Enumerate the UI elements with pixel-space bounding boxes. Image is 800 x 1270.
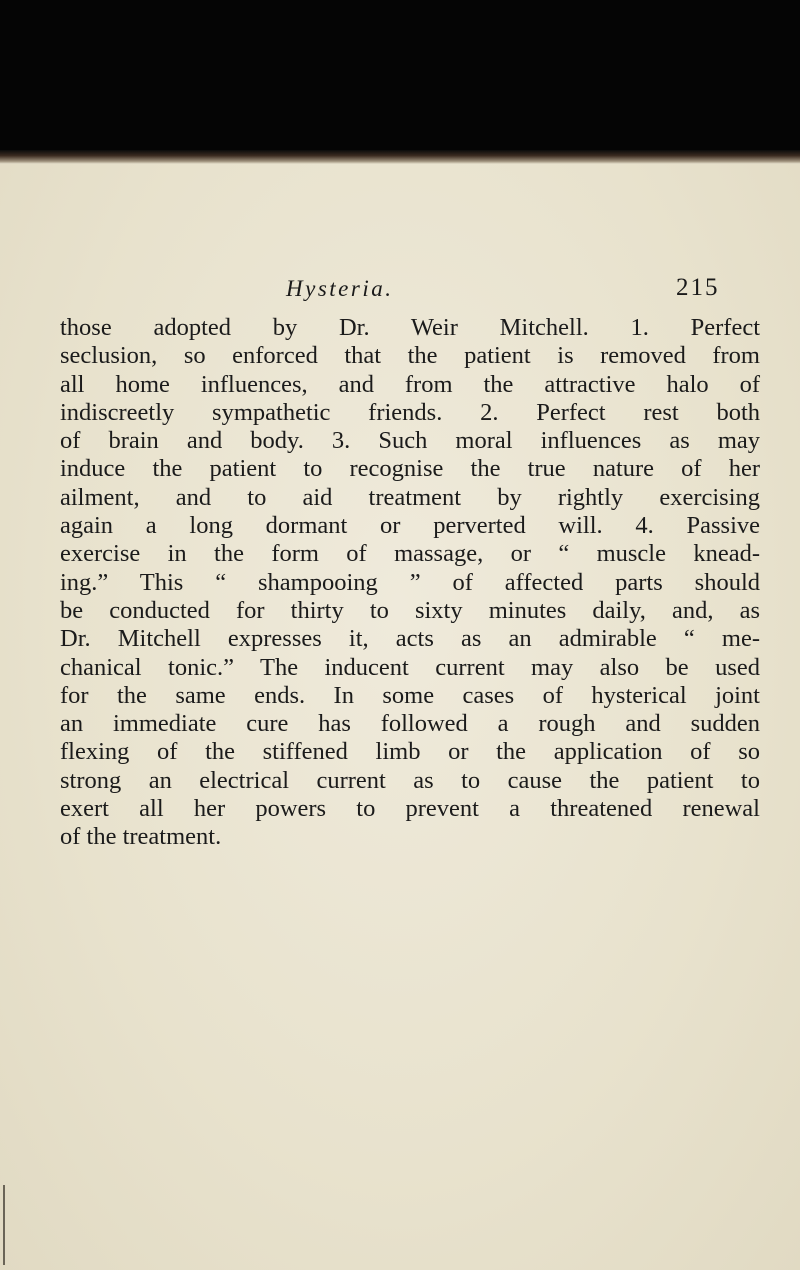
text-line: all home influences, and from the attractive halo of	[60, 370, 760, 398]
text-line: ing.” This “ shampooing ” of affected parts should	[60, 568, 760, 596]
text-line: indiscreetly sympathetic friends. 2. Perfect rest both	[60, 398, 760, 426]
text-line: chanical tonic.” The inducent current may also be used	[60, 653, 760, 681]
page-top-edge	[0, 150, 800, 164]
text-line: exercise in the form of massage, or “ muscle knead-	[60, 540, 760, 568]
text-line: an immediate cure has followed a rough and sudden	[60, 710, 760, 738]
text-line: seclusion, so enforced that the patient is removed from	[60, 342, 760, 370]
dark-background-band	[0, 0, 800, 158]
text-line: be conducted for thirty to sixty minutes daily, and, as	[60, 596, 760, 624]
text-line: induce the patient to recognise the true nature of her	[60, 455, 760, 483]
running-head: Hysteria.	[286, 276, 394, 301]
text-line: those adopted by Dr. Weir Mitchell. 1. Perfect	[60, 314, 760, 341]
page-number: 215	[676, 274, 720, 301]
text-line: for the same ends. In some cases of hysterical joint	[60, 681, 760, 709]
text-line: ailment, and to aid treatment by rightly exercising	[60, 483, 760, 511]
text-line: strong an electrical current as to cause the patient to	[60, 766, 760, 794]
text-line: flexing of the stiffened limb or the application of so	[60, 738, 760, 766]
text-line: of brain and body. 3. Such moral influences as may	[60, 427, 760, 455]
body-paragraph	[60, 314, 760, 852]
text-line: exert all her powers to prevent a threatened renewal	[60, 795, 760, 823]
page-edge-line	[3, 1185, 5, 1265]
text-line: Dr. Mitchell expresses it, acts as an admirable “ me-	[60, 625, 760, 653]
text-line: of the treatment.	[60, 823, 222, 851]
text-line: again a long dormant or perverted will. 4. Passive	[60, 512, 760, 540]
